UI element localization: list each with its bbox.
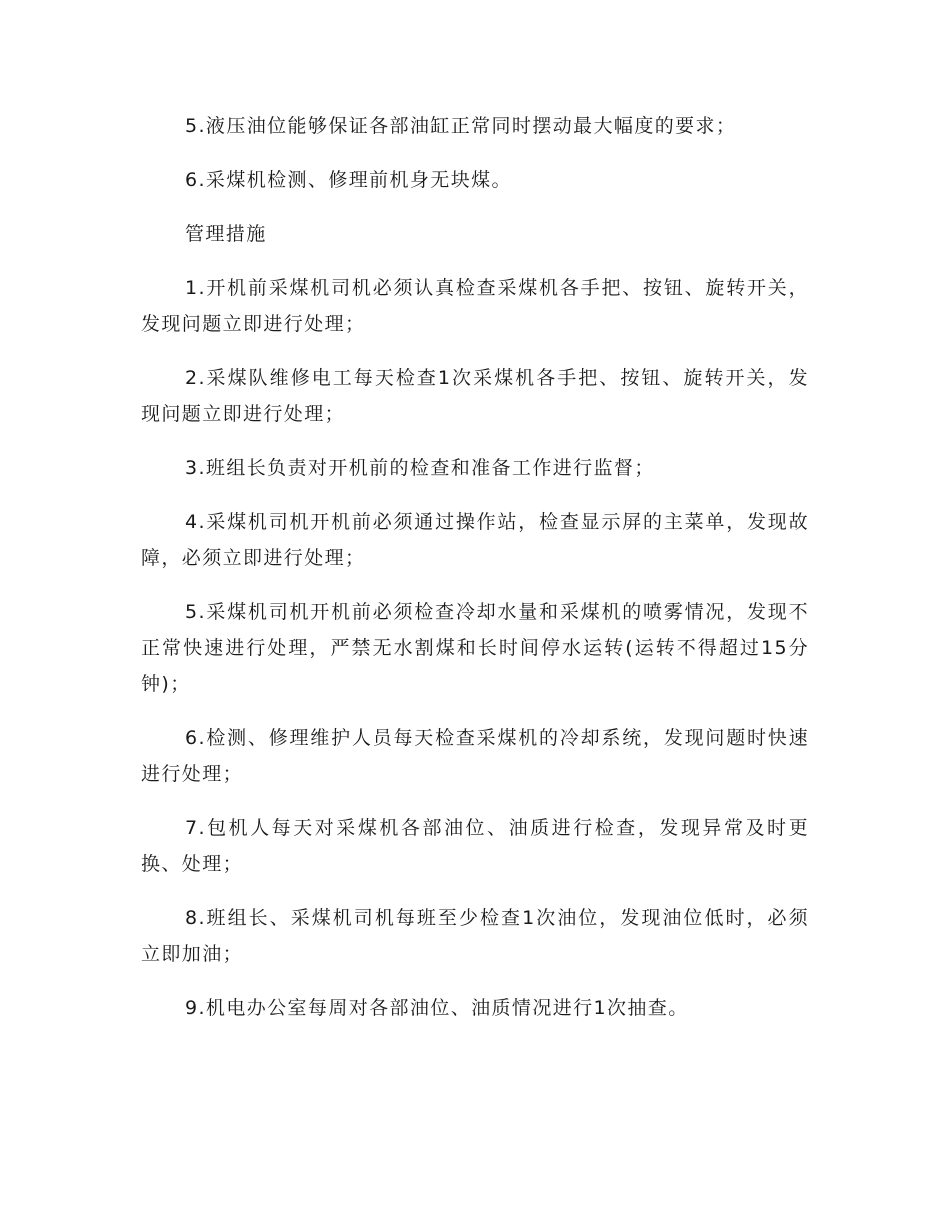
measure-item-6: 6.检测、修理维护人员每天检查采煤机的冷却系统，发现问题时快速进行处理； [141,727,809,785]
measure-item-9: 9.机电办公室每周对各部油位、油质情况进行1次抽查。 [185,997,689,1019]
measure-item-2: 2.采煤队维修电工每天检查1次采煤机各手把、按钮、旋转开关，发现问题立即进行处理； [141,367,809,425]
paragraph-no-coal-before-repair: 6.采煤机检测、修理前机身无块煤。 [185,169,512,191]
measure-item-7: 7.包机人每天对采煤机各部油位、油质进行检查，发现异常及时更换、处理； [141,817,809,875]
measure-item-3: 3.班组长负责对开机前的检查和准备工作进行监督； [185,457,655,479]
measure-item-1: 1.开机前采煤机司机必须认真检查采煤机各手把、按钮、旋转开关，发现问题立即进行处理； [141,277,809,335]
measure-item-5: 5.采煤机司机开机前必须检查冷却水量和采煤机的喷雾情况，发现不正常快速进行处理，严禁无水割煤和长时间停水运转(运转不得超过15分钟)； [141,601,809,695]
paragraph-hydraulic-oil-level: 5.液压油位能够保证各部油缸正常同时摆动最大幅度的要求； [185,115,737,137]
document-body [141,108,809,1044]
measure-item-8: 8.班组长、采煤机司机每班至少检查1次油位，发现油位低时，必须立即加油； [141,907,809,965]
measure-item-4: 4.采煤机司机开机前必须通过操作站，检查显示屏的主菜单，发现故障，必须立即进行处理； [141,511,809,569]
section-heading-management-measures: 管理措施 [185,223,267,245]
